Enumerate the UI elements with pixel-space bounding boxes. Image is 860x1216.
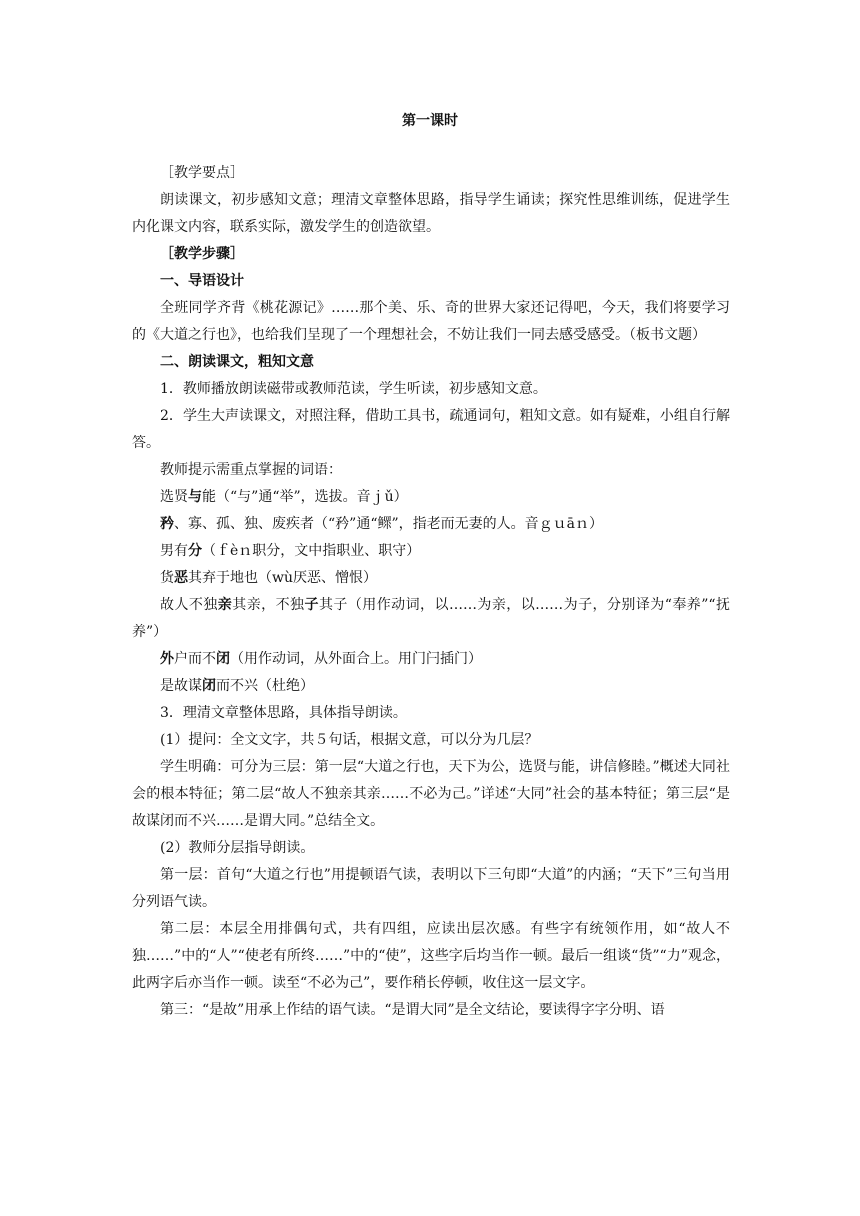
vocab-item — [132, 565, 730, 592]
vocab-text: 选贤 — [160, 489, 188, 505]
vocab-text: 男有 — [160, 543, 188, 559]
teaching-points-heading: ［教学要点］ — [160, 165, 244, 181]
vocab-note: 能（“与”通“举”，选拔。音ｊǔ） — [202, 489, 408, 505]
vocab-note: 、寡、孤、独、废疾者（“矜”通“鳏”，指老而无妻的人。音ｇｕāｎ） — [174, 516, 603, 532]
section-1-text: 全班同学齐背《桃花源记》……那个美、乐、奇的世界大家还记得吧，今天，我们将要学习的《大道之行也》，也给我们呈现了一个理想社会，不妨让我们一同去感受感受。（板书文题） — [132, 300, 730, 343]
paragraph: (1）提问：全文文字，共５句话，根据文意，可以分为几层？ — [160, 732, 539, 748]
vocab-item — [132, 484, 730, 511]
teaching-points-text: 朗读课文，初步感知文意；理清文章整体思路，指导学生诵读；探究性思维训练，促进学生内化课文内容，联系实际，激发学生的创造欲望。 — [132, 192, 730, 235]
vocab-text: 其亲，不独 — [232, 597, 305, 613]
document-body — [132, 160, 730, 1024]
paragraph: 学生明确：可分为三层：第一层“大道之行也，天下为公，选贤与能，讲信修睦。”概述大同社会的根本特征；第二层“故人不独亲其亲……不必为己。”详述“大同”社会的基本特征；第三层“是故谋闭而不兴……是谓大同。”总结全文。 — [132, 759, 730, 829]
vocab-key: 子 — [304, 597, 319, 613]
vocab-note: （用作动词，从外面合上。用门闩插门） — [230, 651, 482, 667]
vocab-note: 其子（用作动词，以……为亲，以……为子，分别译为“奉养”“抚养”） — [132, 597, 731, 640]
vocab-note: （ｆèｎ职分，文中指职业、职守） — [202, 543, 421, 559]
paragraph: 1．教师播放朗读磁带或教师范读，学生听读，初步感知文意。 — [160, 381, 547, 397]
vocab-key: 外 — [160, 651, 174, 667]
teaching-steps-heading: ［教学步骤］ — [160, 246, 244, 262]
vocab-note: 其弃于地也（wù厌恶、憎恨） — [188, 570, 377, 586]
paragraph: 第二层：本层全用排偶句式，共有四组，应读出层次感。有些字有统领作用，如“故人不独……”中的“人”“使老有所终……”中的“使”，这些字后均当作一顿。最后一组谈“货”“力”观念，此两字后亦当作一顿。读至“不必为己”，要作稍长停顿，收住这一层文字。 — [132, 921, 730, 991]
page-title: 第一课时 — [402, 113, 458, 129]
vocab-key: 分 — [188, 543, 202, 559]
vocab-key: 亲 — [217, 597, 233, 613]
paragraph: 教师提示需重点掌握的词语： — [160, 462, 342, 478]
paragraph: 第一层：首句“大道之行也”用提顿语气读，表明以下三句即“大道”的内涵；“天下”三句当用分列语气读。 — [132, 867, 730, 910]
vocab-key: 恶 — [174, 570, 188, 586]
section-1-heading: 一、导语设计 — [160, 273, 244, 289]
section-2-heading: 二、朗读课文，粗知文意 — [160, 354, 314, 370]
vocab-item — [132, 673, 730, 700]
paragraph: 第三：“是故”用承上作结的语气读。“是谓大同”是全文结论，要读得字字分明、语 — [160, 1002, 665, 1018]
vocab-item — [132, 511, 730, 538]
vocab-key: 闭 — [202, 678, 216, 694]
vocab-text: 户而不 — [174, 651, 216, 667]
paragraph: 2．学生大声读课文，对照注释，借助工具书，疏通词句，粗知文意。如有疑难，小组自行解答。 — [132, 408, 730, 451]
vocab-text: 故人不独 — [160, 597, 218, 613]
vocab-key: 与 — [188, 489, 202, 505]
vocab-text: 是故谋 — [160, 678, 202, 694]
vocab-item — [132, 646, 730, 673]
vocab-text: 货 — [160, 570, 174, 586]
vocab-item — [132, 592, 730, 646]
paragraph: (2）教师分层指导朗读。 — [160, 840, 315, 856]
vocab-key: 矜 — [160, 516, 174, 532]
vocab-key: 闭 — [216, 651, 230, 667]
vocab-item — [132, 538, 730, 565]
vocab-note: 而不兴（杜绝） — [216, 678, 314, 694]
paragraph: 3．理清文章整体思路，具体指导朗读。 — [160, 705, 407, 721]
